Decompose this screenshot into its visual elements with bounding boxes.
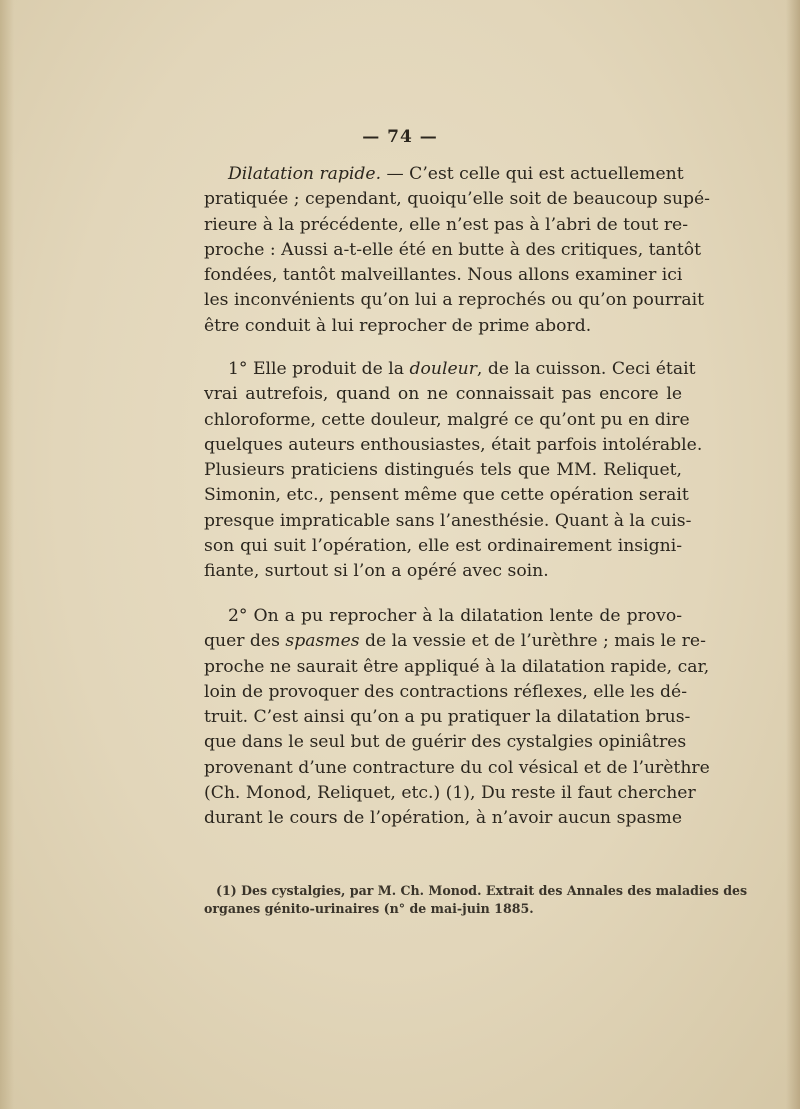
text-line: quer des spasmes de la vessie et de l’urèthre ; mais le re-	[204, 631, 706, 652]
footnote-line: (1) Des cystalgies, par M. Ch. Monod. Extrait des Annales des maladies des	[216, 883, 748, 898]
text-line: son qui suit l’opération, elle est ordinairement insigni-	[204, 536, 682, 557]
text-line: loin de provoquer des contractions réflexes, elle les dé-	[204, 681, 688, 702]
paragraph-dilatation-rapide	[204, 162, 710, 339]
text-line: les inconvénients qu’on lui a reprochés ou qu’on pourrait	[204, 290, 704, 311]
text-line: chloroforme, cette douleur, malgré ce qu’ont pu en dire	[204, 409, 690, 430]
page-edge-left	[0, 0, 14, 1109]
section-heading: Dilatation rapide.	[228, 164, 382, 184]
text-line: fiante, surtout si l’on a opéré avec soin.	[204, 561, 549, 582]
text-line: que dans le seul but de guérir des cystalgies opiniâtres	[204, 732, 687, 753]
text-line: truit. C’est ainsi qu’on a pu pratiquer la dilatation brus-	[204, 707, 691, 728]
page-number: — 74 —	[362, 127, 438, 147]
text-line: durant le cours de l’opération, à n’avoir aucun spasme	[204, 808, 682, 829]
paragraph-spasmes	[204, 604, 710, 832]
text-line: quelques auteurs enthousiastes, était parfois intolérable.	[204, 434, 703, 455]
text-line: presque impraticable sans l’anesthésie. Quant à la cuis-	[204, 510, 692, 531]
text-line: proche ne saurait être appliqué à la dilatation rapide, car,	[204, 656, 710, 677]
text-line: vrai autrefois, quand on ne connaissait pas encore le	[204, 384, 682, 405]
emphasis-douleur: douleur	[409, 359, 477, 379]
text-line: provenant d’une contracture du col vésical et de l’urèthre	[204, 757, 710, 778]
text-line: proche : Aussi a-t-elle été en butte à des critiques, tantôt	[204, 239, 702, 260]
text-line: 2° On a pu reprocher à la dilatation lente de provo-	[228, 606, 682, 626]
emphasis-spasmes: spasmes	[285, 631, 360, 652]
page-edge-right	[786, 0, 800, 1109]
text-line: rieure à la précédente, elle n’est pas à l’abri de tout re-	[204, 214, 689, 235]
text-line: fondées, tantôt malveillantes. Nous allons examiner ici	[204, 265, 683, 286]
footnote	[204, 882, 748, 918]
footnote-line: organes génito-urinaires (n° de mai-juin 1885.	[204, 901, 534, 916]
text-line: Plusieurs praticiens distingués tels que MM. Reliquet,	[204, 460, 682, 481]
text-line: 1° Elle produit de la douleur, de la cuisson. Ceci était	[228, 359, 696, 379]
text-line: être conduit à lui reprocher de prime abord.	[204, 315, 592, 336]
text-line: Simonin, etc., pensent même que cette opération serait	[204, 485, 689, 506]
text-line: pratiquée ; cependant, quoiqu’elle soit de beaucoup supé-	[204, 189, 710, 210]
text-line: (Ch. Monod, Reliquet, etc.) (1), Du reste il faut chercher	[204, 783, 696, 804]
text-line: Dilatation rapide. — C’est celle qui est actuellement	[228, 164, 684, 184]
paragraph-douleur	[204, 357, 703, 585]
